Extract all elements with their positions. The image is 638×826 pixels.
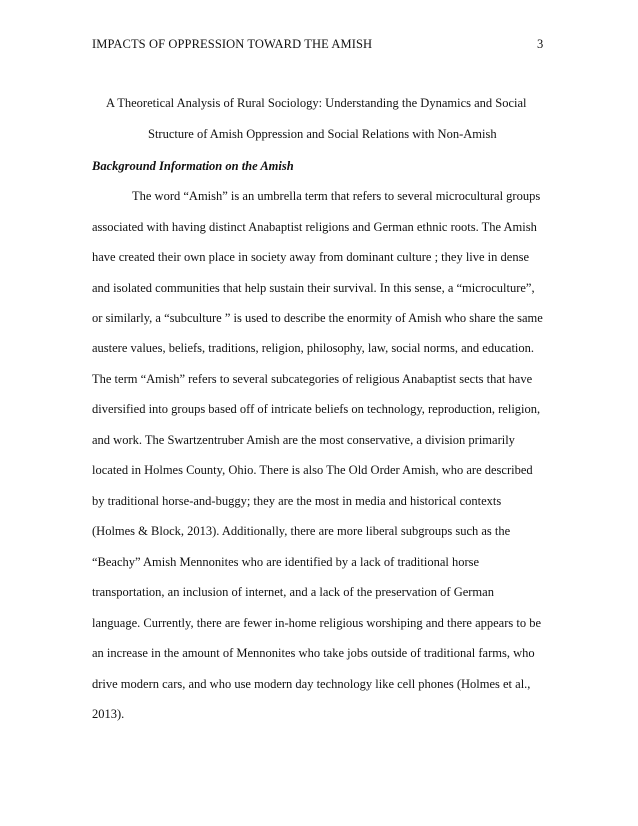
body-line: austere values, beliefs, traditions, religion, philosophy, law, social norms, and education. [92, 341, 535, 355]
section-heading: Background Information on the Amish [92, 159, 294, 173]
paper-title-line-1: A Theoretical Analysis of Rural Sociology: Understanding the Dynamics and Social [106, 96, 527, 110]
body-line: or similarly, a “subculture ” is used to describe the enormity of Amish who share the same [92, 311, 543, 325]
body-line: by traditional horse-and-buggy; they are the most in media and historical contexts [92, 494, 502, 508]
page-number: 3 [537, 37, 544, 51]
body-line: associated with having distinct Anabaptist religions and German ethnic roots. The Amish [92, 220, 537, 234]
body-line: (Holmes & Block, 2013). Additionally, there are more liberal subgroups such as the [92, 524, 511, 538]
body-line: an increase in the amount of Mennonites who take jobs outside of traditional farms, who [92, 646, 535, 660]
body-line: diversified into groups based off of intricate beliefs on technology, reproduction, religion, [92, 402, 541, 416]
body-line: language. Currently, there are fewer in-home religious worshiping and there appears to be [92, 616, 542, 630]
body-line: and isolated communities that help sustain their survival. In this sense, a “microculture”, [92, 281, 535, 295]
body-line: “Beachy” Amish Mennonites who are identified by a lack of traditional horse [92, 555, 480, 569]
body-line: 2013). [92, 707, 125, 721]
body-line: located in Holmes County, Ohio. There is also The Old Order Amish, who are described [92, 463, 533, 477]
body-line: drive modern cars, and who use modern day technology like cell phones (Holmes et al., [92, 677, 531, 691]
body-line: The word “Amish” is an umbrella term that refers to several microcultural groups [132, 189, 541, 203]
paper-title-line-2: Structure of Amish Oppression and Social Relations with Non-Amish [148, 127, 497, 141]
body-line: The term “Amish” refers to several subcategories of religious Anabaptist sects that have [92, 372, 533, 386]
running-head: IMPACTS OF OPPRESSION TOWARD THE AMISH [92, 37, 373, 51]
body-line: and work. The Swartzentruber Amish are the most conservative, a division primarily [92, 433, 515, 447]
body-line: have created their own place in society away from dominant culture ; they live in dense [92, 250, 529, 264]
body-line: transportation, an inclusion of internet, and a lack of the preservation of German [92, 585, 494, 599]
